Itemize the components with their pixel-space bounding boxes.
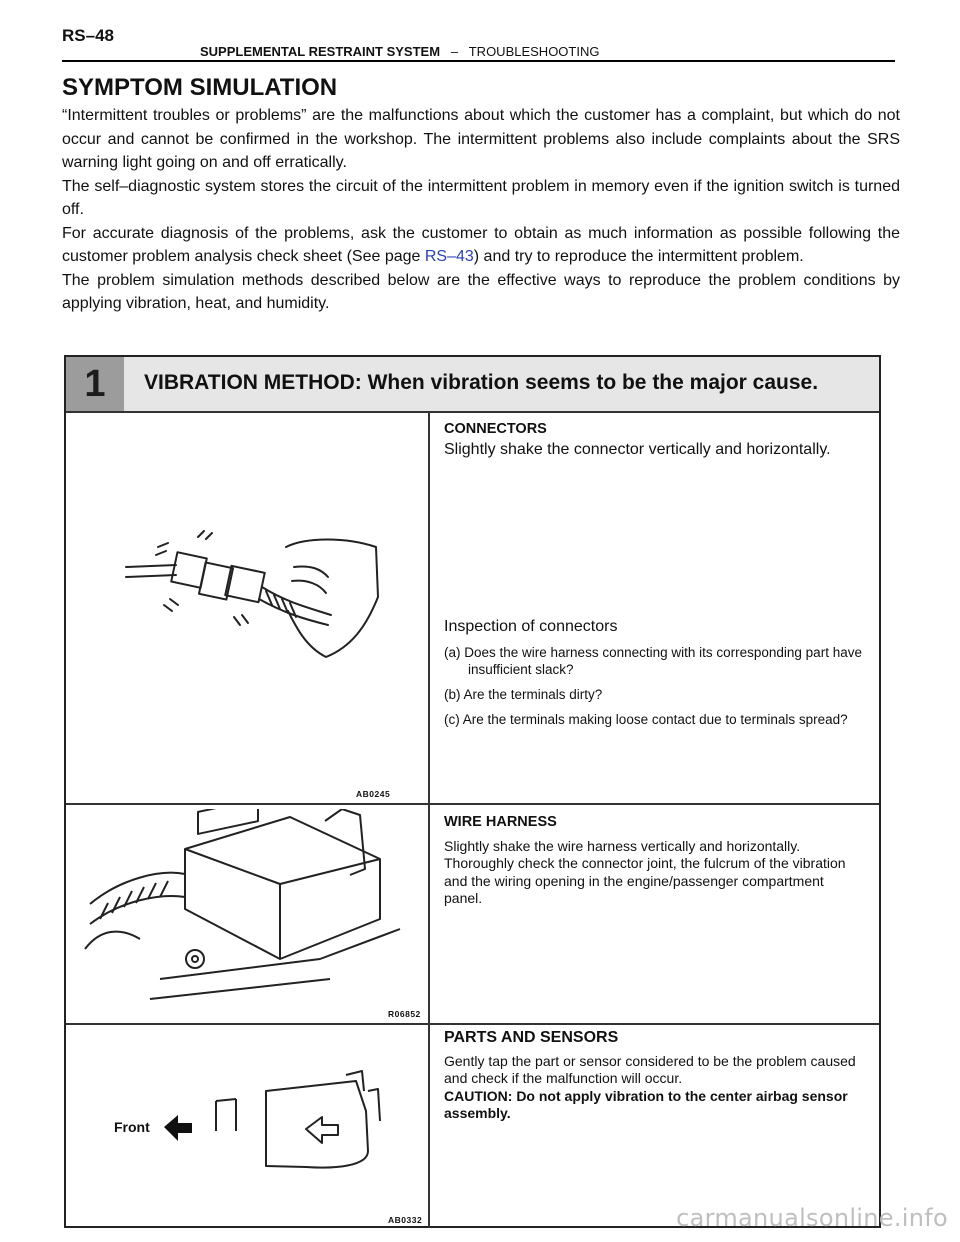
parts-sensors-heading: PARTS AND SENSORS [444,1029,619,1046]
inspection-title: Inspection of connectors [444,618,618,635]
method-title: VIBRATION METHOD: When vibration seems to be the major cause. [144,371,819,394]
section-title: SUPPLEMENTAL RESTRAINT SYSTEM [200,44,441,59]
section-subtitle: TROUBLESHOOTING [468,44,600,59]
wire-harness-illustration [80,809,410,1009]
connectors-cell [444,421,869,460]
intro-paragraph-1: “Intermittent troubles or problems” are the malfunctions about which the customer has a complaint, but which do not occur and cannot be confirmed in the workshop. The intermittent problems also include complaints about the SRS warning light going on and off erratically. [62,107,900,171]
figure-id-ab0245: AB0245 [356,789,391,799]
intro-paragraph-4: The problem simulation methods described below are the effective ways to reproduce the problem conditions by applying vibration, heat, and humidity. [62,271,900,312]
section-header [200,44,599,59]
front-label: Front [114,1119,150,1135]
wire-harness-cell [444,814,859,908]
row-divider-1 [66,803,879,805]
wire-harness-instruction: Slightly shake the wire harness vertically and horizontally. Thoroughly check the connector joint, the fulcrum of the vibration and the wiring opening in the engine/passenger compartment panel. [444,837,846,906]
parts-sensors-cell [444,1029,859,1123]
figure-id-ab0332: AB0332 [388,1215,423,1225]
header-separator: – [450,44,459,59]
inspection-item-a: (a) Does the wire harness connecting with its corresponding part have insufficient slack? [444,644,862,677]
column-divider [428,413,430,1228]
parts-sensors-instruction: Gently tap the part or sensor considered to be the problem caused and check if the malfunction will occur. [444,1052,856,1086]
row-divider-2 [66,1023,879,1025]
front-arrow-icon [164,1115,192,1141]
intro-paragraph-3 [62,222,900,269]
connectors-heading: CONNECTORS [444,421,547,437]
intro-p3-end: ) and try to reproduce the intermittent problem. [473,248,804,265]
caution-note: CAUTION: Do not apply vibration to the center airbag sensor assembly. [444,1087,848,1121]
wire-harness-heading: WIRE HARNESS [444,814,557,830]
inspection-item-b: (b) Are the terminals dirty? [444,686,603,702]
inspection-item-c: (c) Are the terminals making loose contact due to terminals spread? [444,711,848,727]
method-number-badge: 1 [66,357,124,411]
inspection-list [444,644,864,728]
page-reference-link[interactable]: RS–43 [424,248,474,265]
intro-p3-start: For accurate diagnosis of the problems, ask the customer to obtain as much information as possible following the customer problem analysis check sheet (See page [62,224,900,265]
intro-paragraph-2: The self–diagnostic system stores the circuit of the intermittent problem in memory even if the ignition switch is turned off. [62,177,900,218]
page-number: RS–48 [62,26,114,45]
watermark: carmanualsonline.info [676,1204,948,1232]
sensor-location-illustration [106,1051,406,1181]
intro-text [62,104,900,316]
connector-shake-illustration [116,507,396,677]
header-rule [62,60,895,62]
figure-id-r06852: R06852 [388,1009,421,1019]
inspection-cell [444,618,864,736]
connectors-instruction: Slightly shake the connector vertically and horizontally. [444,440,831,458]
method-banner [66,357,879,413]
vibration-method-panel [64,355,881,1228]
page-title: SYMPTOM SIMULATION [62,74,338,101]
